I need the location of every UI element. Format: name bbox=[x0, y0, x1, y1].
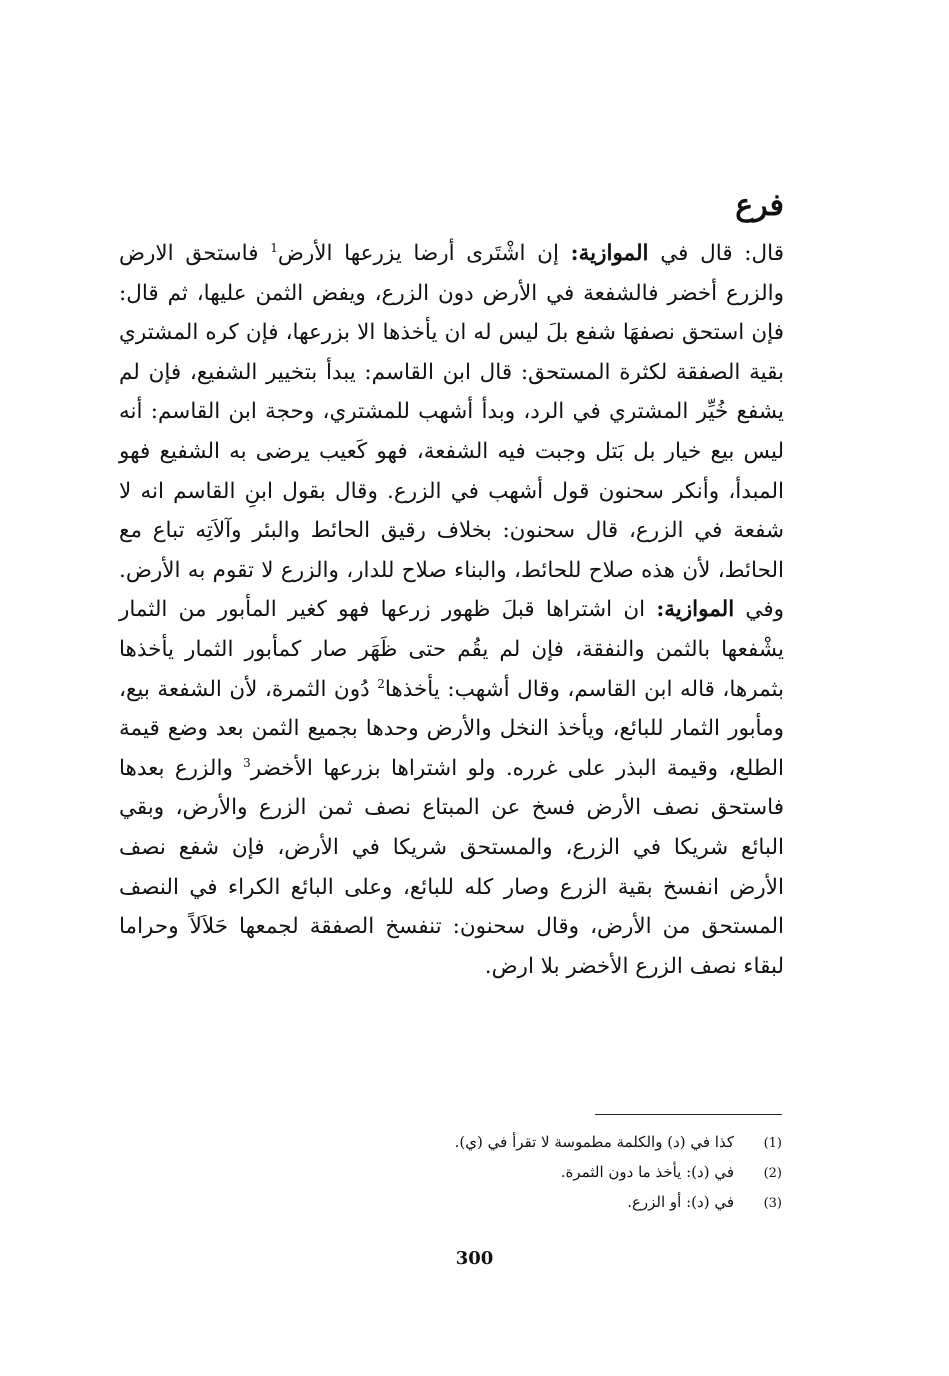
footnote-item bbox=[182, 1127, 782, 1157]
footnote-ref-2: 2 bbox=[377, 676, 385, 691]
body-segment: قال: قال في bbox=[648, 241, 785, 266]
footnote-number: (1) bbox=[763, 1136, 782, 1151]
section-heading: فرع bbox=[735, 188, 784, 223]
source-name-bold: الموازية: bbox=[570, 241, 649, 266]
source-name-bold: الموازية: bbox=[656, 597, 735, 623]
page-number: 300 bbox=[455, 1248, 494, 1269]
body-paragraph bbox=[119, 234, 784, 986]
footnote-item bbox=[182, 1157, 782, 1187]
footnote-ref-3: 3 bbox=[243, 755, 251, 770]
body-segment: والزرع بعدها فاستحق نصف الأرض فسخ عن المبتاع نصف ثمن الزرع والأرض، وبقي البائع شريكا في الزرع، والمستحق شريكا في الأرض، فإن شفع نصف الأرض انفسخ بقية الزرع وصار كله للبائع، وعلى البائع الكراء في النصف المستحق من الأرض، وقال سحنون: تنفسخ الصفقة لجمعها حَلاَلاً وحراما لبقاء نصف الزرع الأخضر بلا ارض. bbox=[119, 755, 784, 979]
footnote-text: كذا في (د) والكلمة مطموسة لا تقرأ في (ي). bbox=[454, 1133, 734, 1151]
footnote-text: في (د): أو الزرع. bbox=[627, 1193, 734, 1211]
footnote-item bbox=[182, 1187, 782, 1217]
footnotes-list bbox=[182, 1127, 782, 1217]
footnote-number: (2) bbox=[763, 1166, 782, 1181]
body-segment: ان اشتراها قبلَ ظهور زرعها فهو كغير المأبور من الثمار يشْفعها بالثمن والنفقة، فإن لم يقُم حتى ظَهَر صار كمأبور الثمار يأخذها بثمرها، قاله ابن القاسم، وقال أشهب: يأخذها bbox=[119, 597, 784, 702]
footnote-number: (3) bbox=[763, 1196, 782, 1211]
body-segment: دُون الثمرة، لأن الشفعة بيع، ومأبور الثمار للبائع، ويأخذ النخل والأرض وحدها بجميع الثمن بعد وضع قيمة الطلع، وقيمة البذر على غرره. ولو اشتراها بزرعها الأخضر bbox=[119, 676, 784, 781]
footnote-text: في (د): يأخذ ما دون الثمرة. bbox=[560, 1163, 734, 1181]
body-segment: إن اشْتَرى أرضا يزرعها الأرض bbox=[277, 241, 571, 266]
footnote-divider bbox=[595, 1114, 782, 1115]
footnote-ref-1: 1 bbox=[270, 240, 278, 255]
body-segment: فاستحق الارض والزرع أخضر فالشفعة في الأرض دون الزرع، ويفض الثمن عليها، ثم قال: فإن استحق نصفهَا شفع بلَ ليس له ان يأخذها الا بزرعها، فإن كره المشتري بقية الصفقة لكثرة المستحق: قال ابن القاسم: يبدأ بتخيير الشفيع، فإن لم يشفع خُيِّر المشتري في الرد، وبدأ أشهب للمشتري، وحجة ابن القاسم: أنه ليس بيع خيار بل بَتل وجبت فيه الشفعة، فهو كَعيب يرضى به الشفيع فهو المبدأ، وأنكر سحنون قول أشهب في الزرع. وقال بقول ابنِ القاسم انه لا شفعة في الزرع، قال سحنون: بخلاف رقيق الحائط والبئر وآلاَتِه تباع مع الحائط، لأن هذه صلاح للحائط، والبناء صلاح للدار، والزرع لا تقوم به الأرض. وفي bbox=[119, 241, 784, 623]
